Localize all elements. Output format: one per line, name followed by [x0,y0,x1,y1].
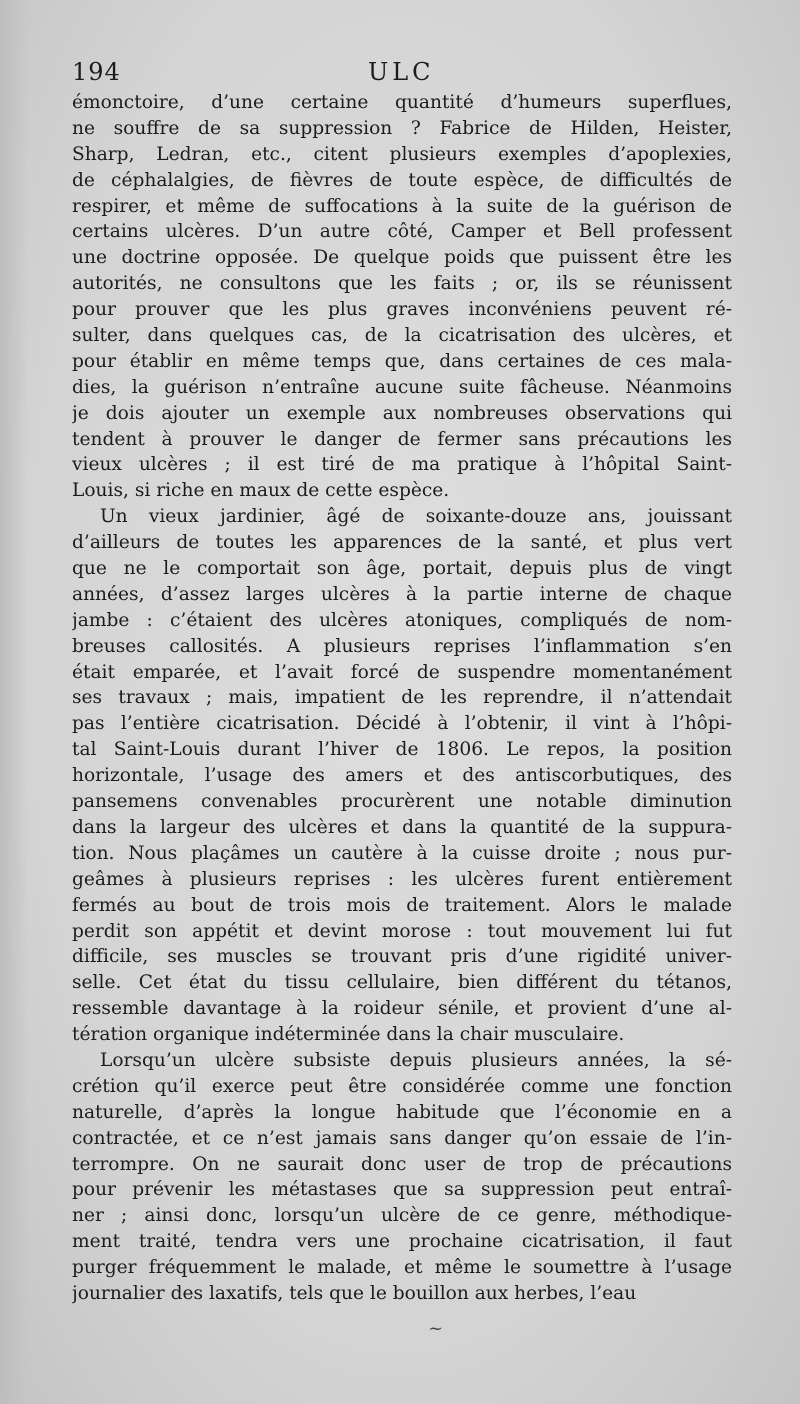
text-line: d’ailleurs de toutes les apparences de la santé, et plus vert [72,532,732,554]
text-line: sulter, dans quelques cas, de la cicatrisation des ulcères, et [72,325,732,347]
text-line: vieux ulcères ; il est tiré de ma pratique à l’hôpital Saint- [72,454,732,476]
text-line: geâmes à plusieurs reprises : les ulcères furent entièrement [72,868,732,890]
text-line: ressemble davantage à la roideur sénile, et provient d’une al- [72,998,732,1020]
text-line: contractée, et ce n’est jamais sans danger qu’on essaie de l’in- [72,1127,732,1149]
text-line: de céphalalgies, de fièvres de toute espèce, de difficultés de [72,169,732,191]
body-text [72,90,732,1307]
paragraph [72,504,732,1048]
text-line: pour prévenir les métastases que sa suppression peut entraî- [72,1179,732,1201]
text-line: tération organique indéterminée dans la chair musculaire. [72,1024,625,1046]
text-line: dans la largeur des ulcères et dans la quantité de la suppura- [72,816,732,838]
text-line: fermés au bout de trois mois de traitement. Alors le malade [72,894,732,916]
text-line: une doctrine opposée. De quelque poids que puissent être les [72,247,732,269]
text-line: crétion qu’il exerce peut être considérée comme une fonction [72,1075,732,1097]
text-line: émonctoire, d’une certaine quantité d’humeurs superflues, [72,92,732,113]
text-line: journalier des laxatifs, tels que le bouillon aux herbes, l’eau [72,1282,637,1304]
text-line: ner ; ainsi donc, lorsqu’un ulcère de ce genre, méthodique- [72,1205,732,1227]
text-line: breuses callosités. A plusieurs reprises l’inflammation s’en [72,635,732,657]
text-line: respirer, et même de suffocations à la suite de la guérison de [72,195,732,217]
text-line: Un vieux jardinier, âgé de soixante-douze ans, jouissant [100,506,732,528]
text-line: difficile, ses muscles se trouvant pris d’une rigidité univer- [72,946,732,968]
text-line: tal Saint-Louis durant l’hiver de 1806. Le repos, la position [72,739,732,761]
text-line: terrompre. On ne saurait donc user de trop de précautions [72,1153,732,1175]
text-line: autorités, ne consultons que les faits ; or, ils se réunissent [72,273,732,295]
text-line: je dois ajouter un exemple aux nombreuses observations qui [72,402,732,424]
text-line: ne souffre de sa suppression ? Fabrice de Hilden, Heister, [72,117,732,139]
text-line: perdit son appétit et devint morose : tout mouvement lui fut [72,920,732,942]
text-line: dies, la guérison n’entraîne aucune suite fâcheuse. Néanmoins [72,376,732,398]
text-line: que ne le comportait son âge, portait, depuis plus de vingt [72,558,732,580]
text-line: selle. Cet état du tissu cellulaire, bien différent du tétanos, [72,972,732,994]
text-line: Louis, si riche en maux de cette espèce. [72,480,450,502]
text-line: naturelle, d’après la longue habitude que l’économie en a [72,1101,732,1123]
text-line: certains ulcères. D’un autre côté, Camper et Bell professent [72,221,732,243]
text-line: tendent à prouver le danger de fermer sans précautions les [72,428,732,450]
text-line: pour établir en même temps que, dans certaines de ces mala- [72,350,732,372]
text-line: jambe : c’étaient des ulcères atoniques, compliqués de nom- [72,609,732,631]
page-header [72,58,732,92]
text-line: pas l’entière cicatrisation. Décidé à l’obtenir, il vint à l’hôpi- [72,713,732,735]
text-line: horizontale, l’usage des amers et des antiscorbutiques, des [72,765,732,787]
text-line: ment traité, tendra vers une prochaine cicatrisation, il faut [72,1231,732,1253]
running-head: ULC [368,58,435,86]
text-line: Lorsqu’un ulcère subsiste depuis plusieurs années, la sé- [100,1049,732,1071]
text-line: ses travaux ; mais, impatient de les reprendre, il n’attendait [72,687,732,709]
text-line: Sharp, Ledran, etc., citent plusieurs exemples d’apoplexies, [72,143,732,165]
page-number: 194 [72,58,121,86]
text-line: années, d’assez larges ulcères à la partie interne de chaque [72,583,732,605]
text-line: tion. Nous plaçâmes un cautère à la cuisse droite ; nous pur- [72,842,732,864]
text-line: était emparée, et l’avait forcé de suspendre momentanément [72,661,732,683]
text-line: purger fréquemment le malade, et même le soumettre à l’usage [72,1257,732,1279]
footer-mark: ~ [428,1318,444,1339]
text-line: pansemens convenables procurèrent une notable diminution [72,791,732,813]
paragraph [72,1048,732,1307]
text-line: pour prouver que les plus graves inconvéniens peuvent ré- [72,299,732,321]
paragraph [72,90,732,504]
